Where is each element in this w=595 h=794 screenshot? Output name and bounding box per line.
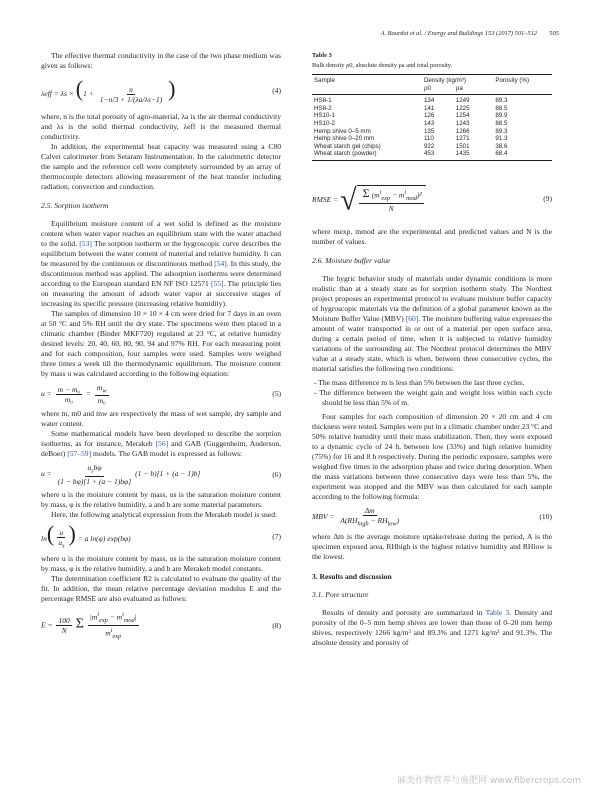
paragraph: Equilibrium moisture content of a wet solid is defined as the moisture content when water vapor reaches an equilibrium state with the water attached to the solid. [53] The sorption isotherm or the hygroscopic curve describes the equilibrium between the water content of material and relative humidity. It can be measured by the continuous or discontinuous method [54]. In this study, the discontinuous method was applied. The adsorption isotherms were determined according to the European standard EN NF ISO 12571 [55]. The principle lies on measuring the amount of adsorb water vapor at successive stages of increasing its specific pressure (increasing relative humidity). [41,218,282,308]
eq-number: (7) [272,532,281,542]
citation-link[interactable]: [55] [211,278,224,288]
table-cell: 141 [423,104,435,112]
eq-number: (8) [272,620,281,630]
table-cell: 110 [423,135,434,143]
citation-link[interactable]: [60] [405,313,419,323]
equation-8: E = $\frac{100}{N}$ Σ $\frac{|m^i_{exp} - m^i_{mod}|}{m^i_{exp}}$ (8) [41,611,281,641]
table-cell: 89.3 [495,97,508,105]
col-header: Porosity (%) [493,75,552,85]
eq-number: (4) [272,86,281,96]
right-column [312,51,552,648]
table-caption: Bulk density ρ0, absolute density ρa and total porosity. [312,62,453,69]
table-cell: 1254 [455,112,470,120]
table-row [312,95,552,105]
paragraph: The determination coefficient R2 is calculated to evaluate the quality of the fit. In addition, the mean relative percentage deviation modulus E and the percentage RMSE are also evaluated as follows: [41,574,281,604]
equation-6: u = $\frac{u_sb\varphi}{(1 - b\varphi)[1 + (a - 1)b\varphi]}$ (1 − b)[1 + (a − 1)b] (6) [41,463,281,486]
section-heading: 2.5. Sorption isotherm [41,200,109,210]
table-cell: Wheat starch (powder) [312,150,422,160]
table-cell: 135 [423,127,435,135]
sub-header: ρ0 [422,85,454,95]
running-header [0,30,595,42]
table-row [312,120,552,128]
paragraph: where u is the moisture content by mass, us is the saturation moisture content by mass, φ is the relative humidity, a and b are some material parameters. [41,489,281,509]
paragraph: The effective thermal conductivity in the case of the two phase medium was given as follows: [41,51,281,70]
equation-5: u = $\frac{\text{m − m₀}}{\text{m₀}}$ = $\frac{m_w}{\text{m₀}}$ (5) [41,382,281,406]
table-cell: Hemp shive 0–5 mm [314,127,371,135]
equation-7: ln( $\frac{u}{u_s}$ ) = a ln(φ) exp(bφ) (7) [41,520,281,550]
table-row [312,143,552,151]
table-cell: 453 [422,150,454,160]
paragraph: where m, m0 and mw are respectively the mass of wet sample, dry sample and water content. [41,409,281,429]
table-cell: 68.4 [493,150,552,160]
eq-number: (6) [272,469,281,479]
paragraph: where u is the moisture content by mass, us is the saturation moisture content by mass, φ is the relative humidity, a and b are Merakeb model constants. [41,554,281,574]
page-number: 505 [549,30,559,37]
table-cell: 88.5 [495,119,508,127]
table-cell: 1271 [455,135,470,143]
table-link[interactable]: Table 3 [485,608,510,618]
table-cell: Hemp shive 0–20 mm [314,135,375,143]
table-row [312,128,552,136]
sub-header: ρa [454,85,494,95]
list-item: - The mass difference m is less than 5% between the last three cycles, [314,377,525,387]
subsection-heading: 3.1. Pore structure [312,590,369,600]
table-cell: 89.3 [495,127,508,135]
section-heading: 2.6. Moisture buffer value [312,255,391,265]
table-cell: 38.6 [495,142,508,150]
left-column [41,51,281,645]
table-3 [312,51,552,161]
equation-9: RMSE = √ $\frac{\Sigma (m^i_{exp} - m^i_{mod})^2}{N}$ (9) [312,183,552,217]
table-cell: HS10-1 [314,112,335,120]
eq4-lhs: λeff = λs × [41,89,74,98]
condition-list [312,378,552,408]
table-row [312,105,552,113]
table-cell: HS8-1 [314,97,332,105]
eq-number: (5) [272,389,281,399]
citation-link[interactable]: [56] [155,439,169,449]
table-cell: HS10-2 [314,119,335,127]
table-title: Table 3 [312,52,332,59]
watermark: 麻类作物营养与施肥网 www.fibercrops.com [397,776,581,786]
table-cell: 91.3 [495,135,508,143]
table-cell: 1243 [455,119,470,127]
section-heading: 3. Results and discussion [312,572,392,582]
table-cell: 1225 [455,104,470,112]
paragraph: Four samples for each composition of dimension 20 × 20 cm and 4 cm thickness were tested. Samples were put in a climatic chamber under 23 °C and 50% relative humidity until their mass stabilization. Then, they were exposed to a dynamic cycle of 24 h, between low (33%) and high relative humidity (75%) for 16 and 8 h respectively. During the periodic exposure, samples were weighed five times in the adsorption phase and twice during desorption. When the mass variations between three consecutive days were less than 5%, the experiment was stopped and the MBV was then calculated for each sample according to the following formula: [312,411,552,501]
table-row [312,135,552,143]
citation-link[interactable]: [53] [79,238,92,248]
table-cell: 134 [423,97,435,105]
table-cell: Wheat starch gel (chips) [314,142,381,150]
table-row [312,112,552,120]
table-cell: 89.9 [495,112,508,120]
col-header: Density (kg/m³) [422,75,493,85]
paragraph: Results of density and porosity are summarized in Table 3. Density and porosity of the 0–5 mm hemp shives are lower than those of 0–20 mm hemp shives, respectively 1266 kg/m³ and 89.3% and 1271 kg/m³ and 91.3%. The absolute density and porosity of [312,608,552,648]
equation-10: MBV = $\frac{\Delta m}{A(RH_{high} - RH_{low})}$ (10) [312,505,552,528]
paragraph: Some mathematical models have been developed to describe the sorption isotherms, as for instance, Merakeb [56] and GAB (Guggenheim, Anderson, deBoer) [57–59] models. The GAB model is expressed as follows: [41,429,281,459]
table-row [312,150,552,160]
citation-link[interactable]: [54] [214,258,227,268]
list-item: - The difference between the weight gain and weight loss within each cycle should be less than 5% of m. [314,387,552,407]
density-porosity-table [312,74,552,161]
table-cell: 143 [423,119,435,127]
equation-4: λeff = λs × (1 + $\frac{n}{1-n/3 + 1/(\lambda a/\lambda s-1)}$ ) (4) [41,76,281,104]
table-cell: 1249 [455,97,470,105]
table-cell: HS8-2 [314,104,332,112]
paragraph: In addition, the experimental heat capacity was measured using a C80 Calvet calorimeter from Setaram Instrumentation. In the calorimetric detector the sample and the reference cell were completely surrounded by an array of thermocouple detectors allowing measurement of the heat transfer including radiation, convection and conduction. [41,141,281,191]
table-cell: 126 [423,112,435,120]
paragraph: The hygric behavior study of materials under dynamic conditions is more realistic than at a steady state as for sorption isotherm study. The Nordtest project proposes an experimental protocol to evaluate moisture buffer capacity of hygroscopic materials via the definition of a global parameter known as the Moisture Buffer Value (MBV) [60]. The moisture buffering value expresses the amount of water transported in or out of a material per open surface area, during a certain period of time, when it is subjected to relative humidity variations of the surrounding air. The Nordtest protocol determines the MBV value at a steady state, which is when, between three consecutive cycles, the material satisfies the following two conditions: [312,273,552,373]
journal-citation: A. Bourdot et al. / Energy and Buildings 153 (2017) 501–512 [380,30,537,37]
eq-number: (10) [539,512,552,522]
table-cell: 1501 [455,142,470,150]
table-cell: 922 [423,142,435,150]
paragraph: The samples of dimension 10 × 10 × 4 cm were dried for 7 days in an oven at 50 °C and 5% RH until the dry state. The specimens were then placed in a climatic chamber (Binder MKF720) regulated at 23 °C, at relative humidity desired levels: 20, 40, 60, 80, 90, 94 and 97% RH. For each measuring point and for each composition, four samples were used. Samples were weighed three times a week till the thermodynamic equilibrium. The moisture content by mass u was calculated according to the following equation: [41,308,281,378]
col-header: Sample [312,75,422,85]
table-cell: 88.5 [495,104,508,112]
paragraph: where mexp, mmod are the experimental and predicted values and N is the number of values. [312,226,552,246]
citation-link[interactable]: [57–59] [67,449,92,459]
paragraph: where, n is the total porosity of agro-material, λa is the air thermal conductivity and λs is the solid thermal conductivity, λeff is the measured thermal conductivity. [41,111,281,141]
table-cell: 1266 [455,127,470,135]
paragraph: where Δm is the average moisture uptake/release during the period, A is the specimen exposed area, RHhigh is the highest relative humidity and RHlow is the lowest. [312,532,552,562]
table-cell: 1435 [454,150,494,160]
paragraph: Here, the following analytical expression from the Merakeb model is used: [51,509,278,519]
eq-number: (9) [543,193,552,203]
